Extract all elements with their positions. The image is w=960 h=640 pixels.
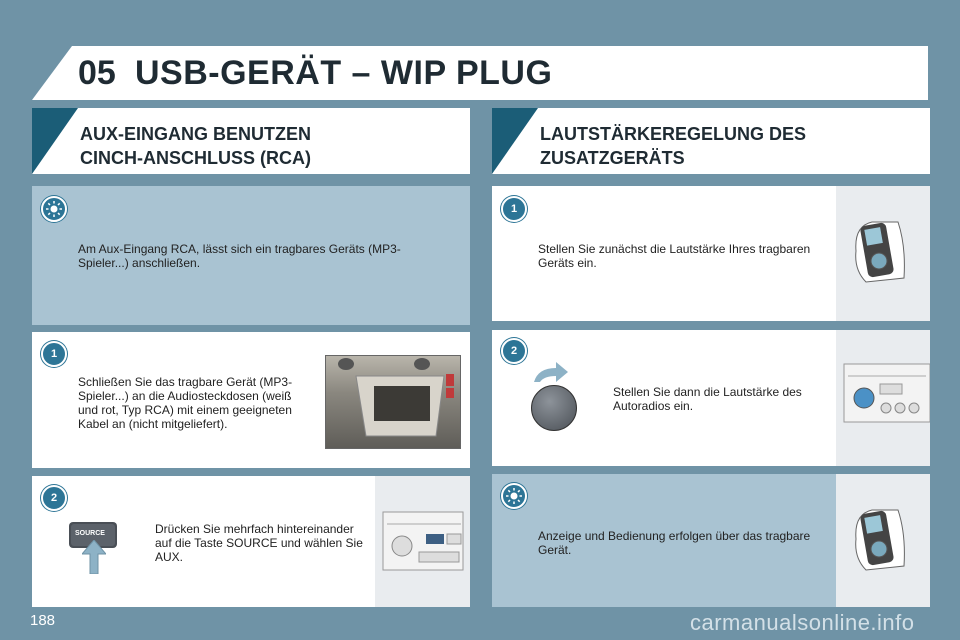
up-arrow-icon [82, 540, 106, 579]
glovebox-photo [325, 355, 461, 449]
right-step1-badge: 1 [501, 196, 527, 222]
right-section-heading [492, 108, 930, 174]
info-sun-icon [41, 196, 67, 222]
left-step1-badge: 1 [41, 341, 67, 367]
right-heading-text: LAUTSTÄRKEREGELUNG DES ZUSATZGERÄTS [540, 124, 807, 168]
page-number: 188 [30, 612, 56, 629]
left-info-text: Am Aux-Eingang RCA, lässt sich ein tragbares Geräts (MP3-Spieler...) anschließen. [78, 242, 401, 270]
left-heading-text: AUX-EINGANG BENUTZEN CINCH-ANSCHLUSS (RCA) [80, 124, 312, 168]
mp3-player-hand-icon [836, 474, 930, 607]
watermark: carmanualsonline.info [690, 610, 915, 635]
volume-knob-icon [531, 385, 577, 431]
page-title: USB-GERÄT – WIP PLUG [135, 54, 553, 92]
right-step2-badge: 2 [501, 338, 527, 364]
chapter-number: 05 [78, 54, 116, 92]
left-step2-text: Drücken Sie mehrfach hintereinander auf die Taste SOURCE und wählen Sie AUX. [155, 522, 363, 564]
right-step1-text: Stellen Sie zunächst die Lautstärke Ihres tragbaren Geräts ein. [538, 242, 811, 270]
left-step1-text: Schließen Sie das tragbare Gerät (MP3-Spieler...) an die Audiosteckdosen (weiß und rot, Typ RCA) mit einem geeigneten Kabel an (nicht mitgeliefert). [78, 375, 293, 431]
right-info-text: Anzeige und Bedienung erfolgen über das tragbare Gerät. [538, 529, 811, 557]
mp3-player-hand-icon [836, 186, 930, 321]
info-sun-icon [501, 483, 527, 509]
radio-unit-icon [836, 330, 930, 466]
radio-unit-icon [375, 476, 470, 607]
source-button-label: SOURCE [75, 530, 105, 537]
right-step2-text: Stellen Sie dann die Lautstärke des Autoradios ein. [613, 385, 802, 413]
left-section-heading [32, 108, 470, 174]
left-step2-badge: 2 [41, 485, 67, 511]
